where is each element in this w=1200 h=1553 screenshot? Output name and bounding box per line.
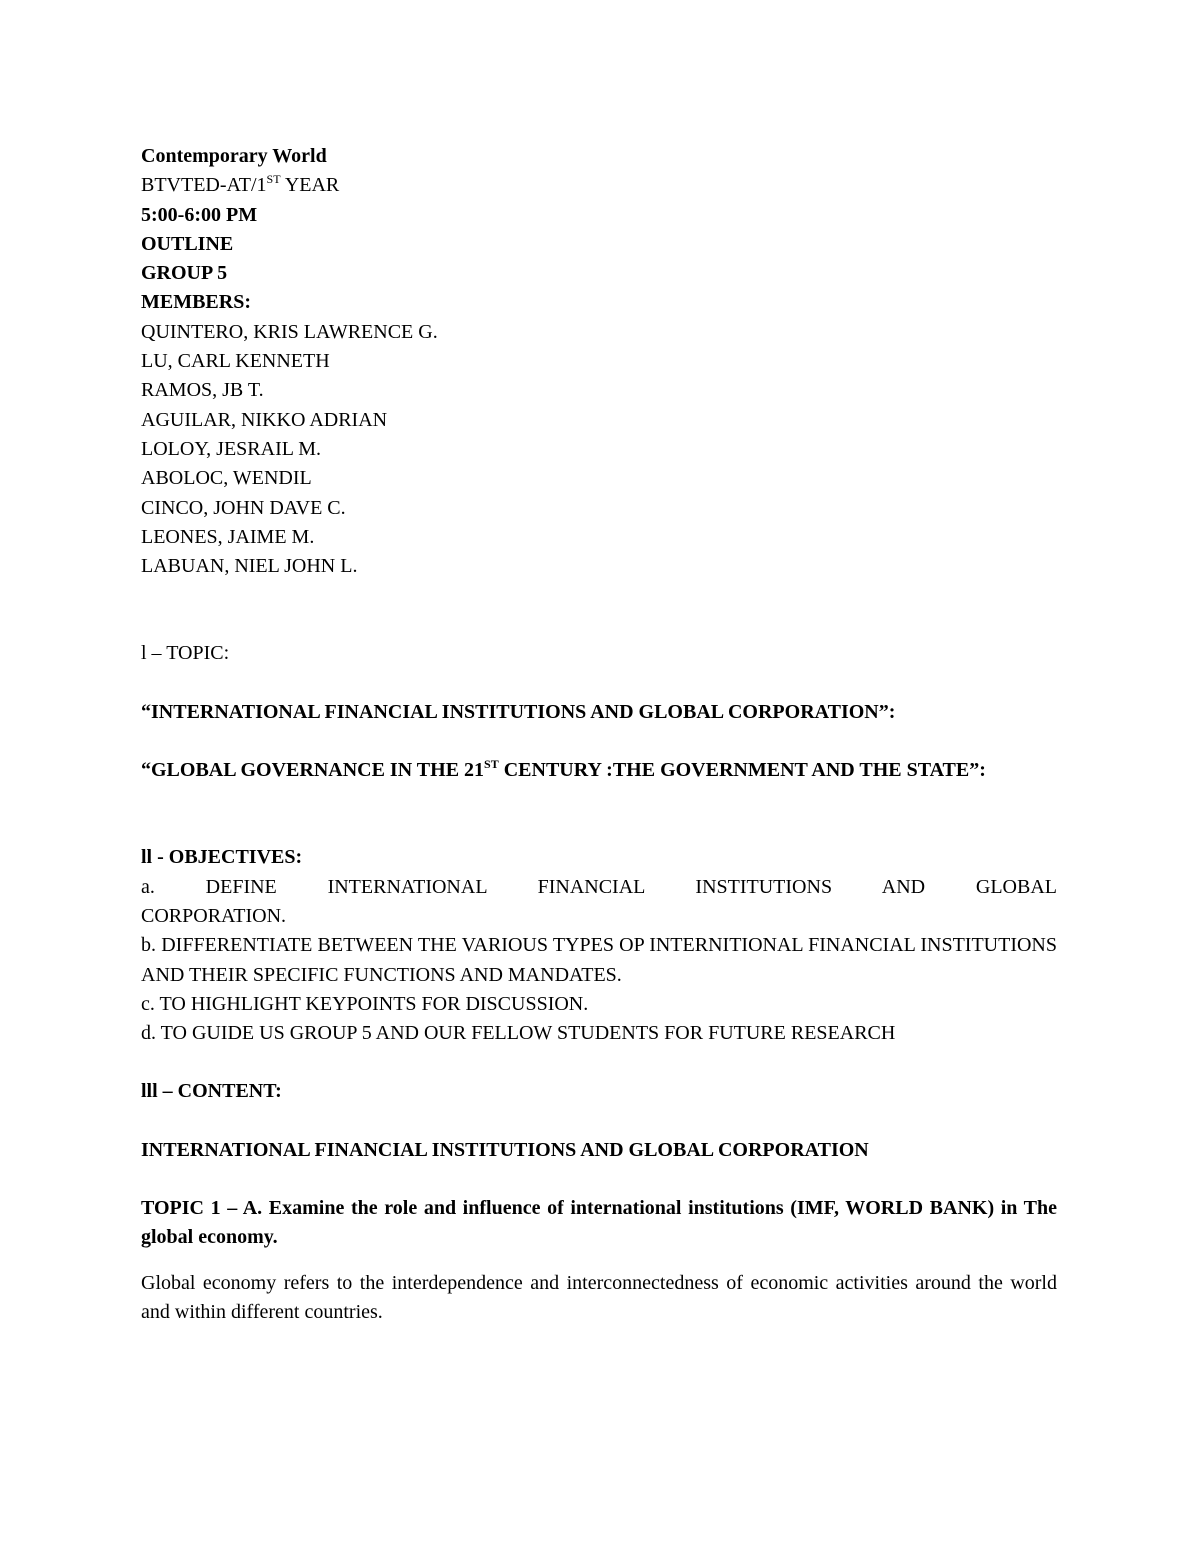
- member-name: QUINTERO, KRIS LAWRENCE G.: [141, 320, 438, 343]
- topic-title-2-suffix: CENTURY :THE GOVERNMENT AND THE STATE”:: [498, 759, 986, 782]
- objective-item: b. DIFFERENTIATE BETWEEN THE VARIOUS TYPES OP INTERNITIONAL FINANCIAL INSTITUTIONS AND THEIR SPECIFIC FUNCTIONS AND MANDATES.: [141, 934, 1057, 986]
- objective-item: a. DEFINE INTERNATIONAL FINANCIAL INSTITUTIONS AND GLOBAL CORPORATION.: [141, 875, 1057, 927]
- group-label: GROUP 5: [141, 262, 228, 285]
- topic-title-2-prefix: “GLOBAL GOVERNANCE IN THE 21: [141, 759, 485, 782]
- course-title: Contemporary World: [141, 145, 327, 167]
- member-name: RAMOS, JB T.: [141, 379, 264, 402]
- topic-title-2: [141, 756, 1057, 785]
- section-sup: ST: [266, 172, 281, 187]
- topic-title-1: “INTERNATIONAL FINANCIAL INSTITUTIONS AND GLOBAL CORPORATION”:: [141, 700, 896, 723]
- member-name: LU, CARL KENNETH: [141, 350, 330, 373]
- member-name: CINCO, JOHN DAVE C.: [141, 496, 346, 519]
- member-name: ABOLOC, WENDIL: [141, 467, 312, 490]
- section-prefix: BTVTED-AT/1: [141, 174, 267, 197]
- topic-title-2-sup: ST: [484, 757, 499, 772]
- section-suffix: YEAR: [280, 174, 340, 197]
- objectives-heading: ll - OBJECTIVES:: [141, 846, 303, 869]
- member-name: LABUAN, NIEL JOHN L.: [141, 555, 358, 578]
- objective-item: d. TO GUIDE US GROUP 5 AND OUR FELLOW STUDENTS FOR FUTURE RESEARCH: [141, 1022, 896, 1045]
- member-name: AGUILAR, NIKKO ADRIAN: [141, 408, 388, 431]
- body-paragraph: Global economy refers to the interdependence and interconnectedness of economic activities around the world and within different countries.: [141, 1271, 1057, 1323]
- objective-item: c. TO HIGHLIGHT KEYPOINTS FOR DISCUSSION.: [141, 992, 589, 1015]
- document-body: [141, 142, 1057, 1327]
- member-name: LEONES, JAIME M.: [141, 525, 315, 548]
- section-line: [141, 171, 1057, 200]
- content-heading: lll – CONTENT:: [141, 1080, 282, 1103]
- time-line: 5:00-6:00 PM: [141, 203, 258, 226]
- topic-1-heading: TOPIC 1 – A. Examine the role and influence of international institutions (IMF, WORLD BANK) in The global economy.: [141, 1197, 1057, 1249]
- members-list: [141, 318, 1057, 582]
- content-title: INTERNATIONAL FINANCIAL INSTITUTIONS AND GLOBAL CORPORATION: [141, 1138, 869, 1161]
- topic-heading: l – TOPIC:: [141, 642, 230, 665]
- member-name: LOLOY, JESRAIL M.: [141, 437, 322, 460]
- doc-type: OUTLINE: [141, 232, 234, 255]
- members-label: MEMBERS:: [141, 291, 251, 314]
